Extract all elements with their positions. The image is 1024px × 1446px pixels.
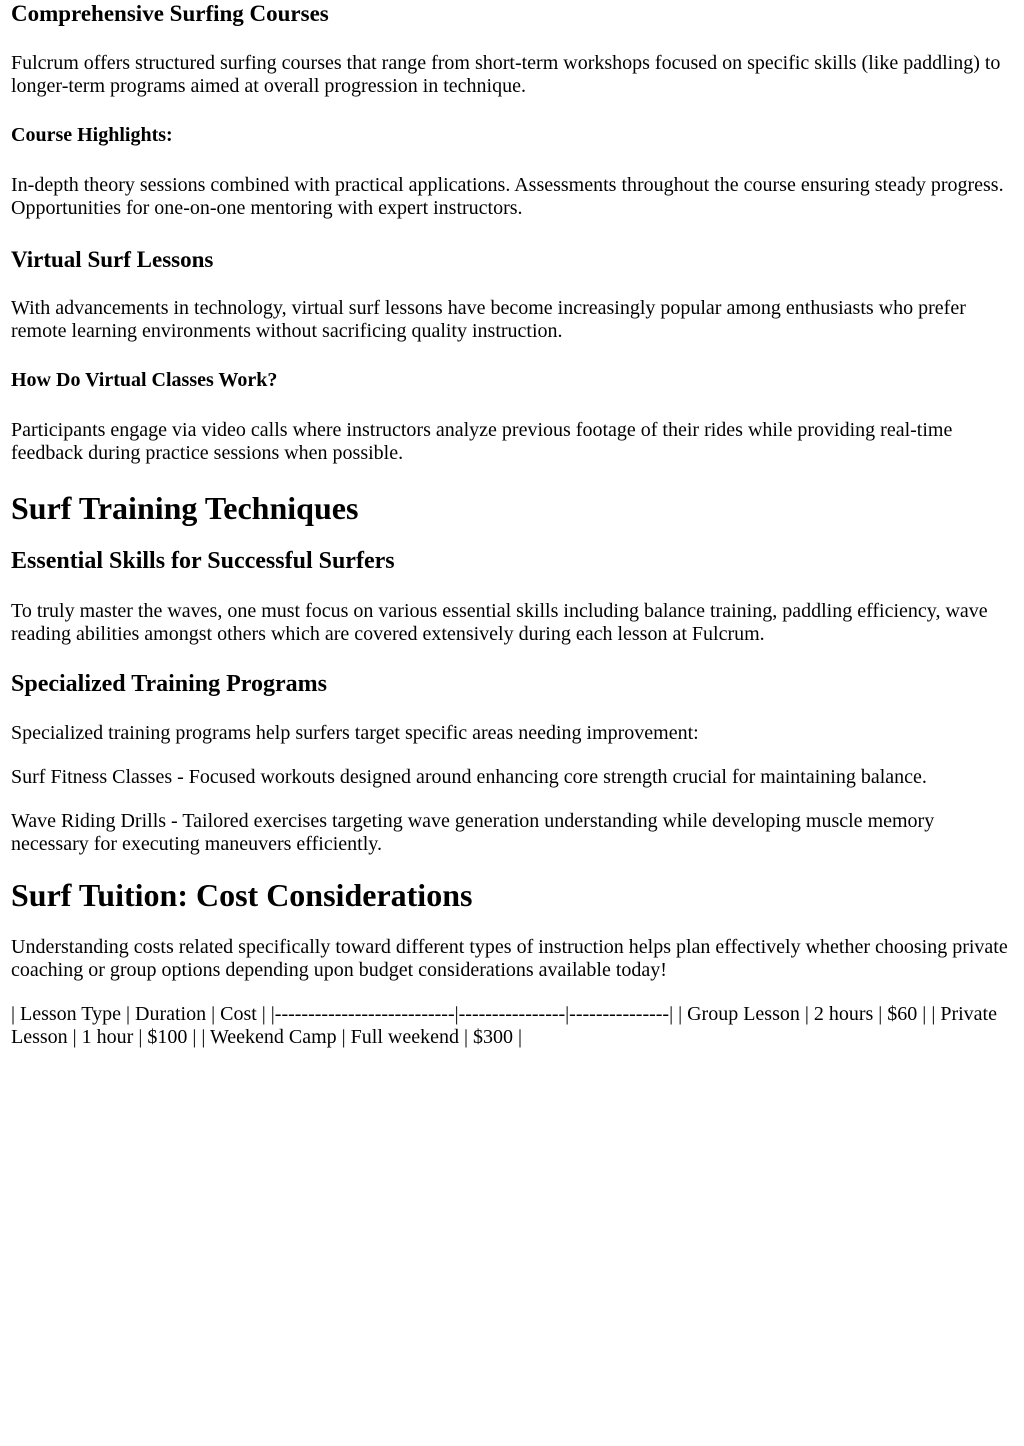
section-heading-how-virtual-classes-work: How Do Virtual Classes Work? bbox=[11, 369, 278, 391]
section-heading-specialized-programs: Specialized Training Programs bbox=[11, 671, 327, 697]
paragraph-course-highlights: In-depth theory sessions combined with practical applications. Assessments throughout the course ensuring steady progress. Opportunities for one-on-one mentoring with expert instructors. bbox=[11, 174, 1004, 219]
paragraph-cost-table-raw: | Lesson Type | Duration | Cost | |---------------------------|----------------|---------------| | Group Lesson | 2 hours | $60 | | Private Lesson | 1 hour | $100 | | Weekend Camp | Full weekend | $300 | bbox=[11, 1003, 997, 1048]
section-heading-virtual-lessons: Virtual Surf Lessons bbox=[11, 247, 214, 272]
paragraph-wave-riding-drills: Wave Riding Drills - Tailored exercises targeting wave generation understanding while developing muscle memory necessary for executing maneuvers efficiently. bbox=[11, 810, 935, 855]
paragraph-essential-skills: To truly master the waves, one must focus on various essential skills including balance training, paddling efficiency, wave reading abilities amongst others which are covered extensively during each lesson at Fulcrum. bbox=[11, 600, 988, 645]
section-heading-course-highlights: Course Highlights: bbox=[11, 124, 173, 146]
section-heading-comprehensive-courses: Comprehensive Surfing Courses bbox=[11, 1, 329, 26]
paragraph-comprehensive-courses: Fulcrum offers structured surfing courses that range from short-term workshops focused on specific skills (like paddling) to longer-term programs aimed at overall progression in technique. bbox=[11, 52, 1001, 97]
section-heading-surf-tuition-costs: Surf Tuition: Cost Considerations bbox=[11, 877, 473, 913]
paragraph-how-virtual-classes-work: Participants engage via video calls where instructors analyze previous footage of their rides while providing real-time feedback during practice sessions when possible. bbox=[11, 419, 953, 464]
paragraph-surf-fitness-classes: Surf Fitness Classes - Focused workouts designed around enhancing core strength crucial for maintaining balance. bbox=[11, 766, 927, 788]
paragraph-surf-tuition-costs: Understanding costs related specifically toward different types of instruction helps plan effectively whether choosing private coaching or group options depending upon budget considerations available today! bbox=[11, 936, 1008, 981]
section-heading-surf-training-techniques: Surf Training Techniques bbox=[11, 490, 359, 526]
paragraph-virtual-lessons: With advancements in technology, virtual surf lessons have become increasingly popular among enthusiasts who prefer remote learning environments without sacrificing quality instruction. bbox=[11, 297, 966, 342]
paragraph-specialized-programs: Specialized training programs help surfers target specific areas needing improvement: bbox=[11, 722, 699, 744]
section-heading-essential-skills: Essential Skills for Successful Surfers bbox=[11, 548, 395, 574]
